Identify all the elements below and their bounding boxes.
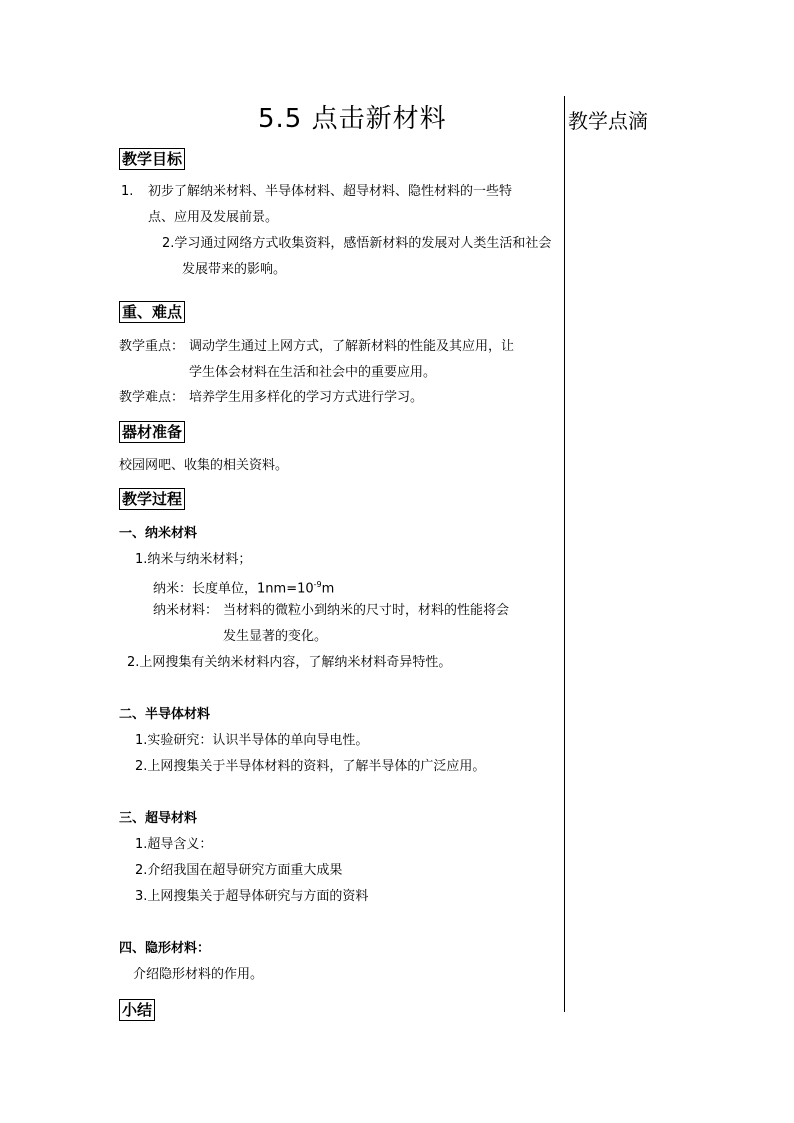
side-column-header: 教学点滴 (568, 109, 648, 133)
nano-definition-exponent: -9 (313, 580, 322, 589)
semiconductor-title: 二、半导体材料 (119, 707, 211, 722)
superconductor-item-3: 3.上网搜集关于超导体研究与方面的资料 (135, 889, 369, 904)
section-heading-goals: 教学目标 (119, 148, 185, 170)
nano-material-label: 纳米材料： (153, 603, 219, 618)
stealth-title: 四、隐形材料： (119, 941, 211, 956)
nano-item-2: 2.上网搜集有关纳米材料内容，了解纳米材料奇异特性。 (127, 655, 452, 670)
difficulty-text: 培养学生用多样化的学习方式进行学习。 (189, 390, 424, 405)
superconductor-item-2: 2.介绍我国在超导研究方面重大成果 (135, 863, 343, 878)
goal-item-2-line-2: 发展带来的影响。 (182, 262, 287, 277)
nano-definition-unit: m (321, 581, 335, 597)
section-heading-summary: 小结 (119, 999, 155, 1021)
materials-text: 校园网吧、收集的相关资料。 (119, 458, 289, 473)
goal-item-2-line-1: 2.学习通过网络方式收集资料，感悟新材料的发展对人类生活和社会 (162, 236, 552, 251)
goal-item-1-line-1: 初步了解纳米材料、半导体材料、超导材料、隐性材料的一些特 (148, 184, 513, 199)
section-heading-key-points: 重、难点 (119, 301, 185, 323)
nano-title: 一、纳米材料 (119, 526, 198, 541)
goal-item-1-number: 1. (121, 184, 134, 199)
column-divider (564, 96, 565, 1012)
nano-item-1: 1.纳米与纳米材料； (135, 552, 252, 567)
nano-material-line-2: 发生显著的变化。 (223, 629, 328, 644)
nano-material-line-1: 当材料的微粒小到纳米的尺寸时，材料的性能将会 (223, 603, 510, 618)
stealth-text: 介绍隐形材料的作用。 (133, 967, 264, 982)
semiconductor-item-1: 1.实验研究：认识半导体的单向导电性。 (135, 733, 369, 748)
focus-label: 教学重点： (119, 339, 185, 354)
section-heading-process: 教学过程 (119, 488, 185, 510)
nano-definition-line (153, 576, 334, 598)
focus-line-2: 学生体会材料在生活和社会中的重要应用。 (189, 365, 437, 380)
superconductor-title: 三、超导材料 (119, 811, 198, 826)
focus-line-1: 调动学生通过上网方式，了解新材料的性能及其应用，让 (189, 339, 515, 354)
superconductor-item-1: 1.超导含义： (135, 837, 213, 852)
difficulty-label: 教学难点： (119, 390, 185, 405)
goal-item-1-line-2: 点、应用及发展前景。 (148, 210, 279, 225)
section-heading-materials: 器材准备 (119, 421, 185, 443)
nano-definition-label: 纳米： (153, 581, 193, 597)
page-title: 5.5 点击新材料 (258, 104, 447, 134)
nano-definition-text: 长度单位，1nm=10 (192, 581, 314, 597)
semiconductor-item-2: 2.上网搜集关于半导体材料的资料，了解半导体的广泛应用。 (135, 759, 486, 774)
